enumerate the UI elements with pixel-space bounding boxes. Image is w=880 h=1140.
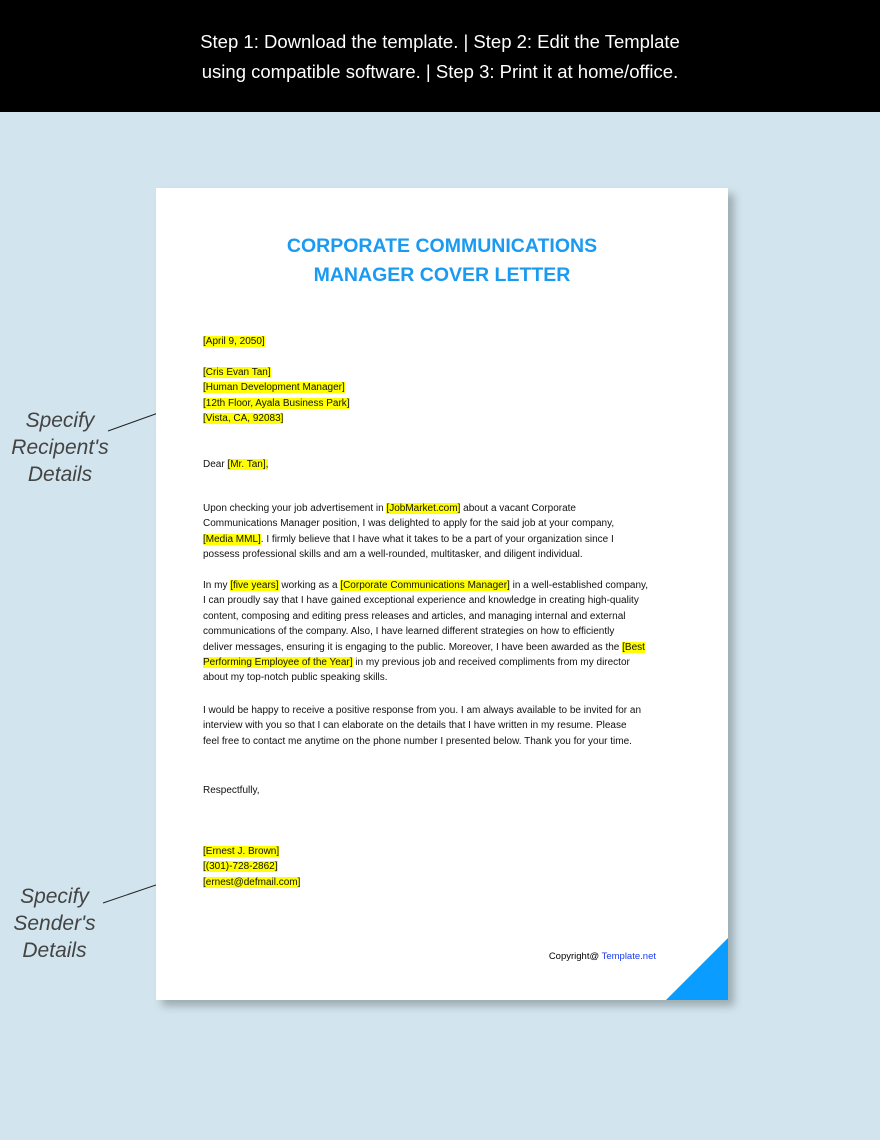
annotation-text: Details: [27, 463, 93, 486]
recipient-city[interactable]: [Vista, CA, 92083]: [203, 413, 284, 425]
placeholder-field[interactable]: [JobMarket.com]: [386, 503, 461, 514]
body-text: in a well-established company,: [509, 580, 649, 591]
annotation-text: Specify: [20, 885, 89, 908]
paragraph-line: [203, 640, 648, 655]
body-text: Communications Manager position, I was delighted to apply for the said job at your company,: [203, 518, 615, 530]
body-text: about my top-notch public speaking skills.: [203, 672, 388, 684]
copyright: [549, 951, 656, 962]
annotation-text: Sender's: [13, 912, 96, 935]
greeting-text: Dear: [203, 459, 228, 470]
body-text: In my: [203, 580, 231, 591]
template-net-link[interactable]: Template.net: [601, 951, 656, 962]
paragraph: [203, 703, 641, 749]
placeholder-field[interactable]: Performing Employee of the Year]: [203, 656, 353, 668]
body-text: I can proudly say that I have gained exceptional experience and knowledge in creating high-quality: [203, 595, 639, 607]
annotation-text: Details: [22, 939, 87, 962]
cover-letter-page: [156, 188, 728, 1000]
date-field[interactable]: [April 9, 2050]: [203, 336, 265, 347]
banner-line-2: using compatible software. | Step 3: Print it at home/office.: [201, 61, 679, 82]
body-text: working as a: [278, 580, 341, 591]
body-text: Upon checking your job advertisement in: [203, 503, 387, 514]
title-line: MANAGER COVER LETTER: [313, 264, 571, 286]
paragraph-line: [203, 578, 648, 593]
paragraph: [203, 578, 648, 686]
annotation-text: Specify: [25, 409, 95, 432]
body-text: content, composing and editing press releases and articles, and managing internal and external: [203, 610, 626, 622]
paragraph-line: [203, 655, 648, 670]
body-text: interview with you so that I can elaborate on the details that I have written in my resume. Please: [203, 720, 627, 732]
recipient-address[interactable]: [12th Floor, Ayala Business Park]: [203, 397, 350, 409]
annotation-text: Recipent's: [11, 436, 109, 459]
sender-annotation: [2, 883, 107, 964]
corner-triangle-decoration: [666, 938, 728, 1000]
sender-name[interactable]: [Ernest J. Brown]: [203, 846, 280, 857]
body-text: I would be happy to receive a positive response from you. I am always available to be invited for an: [203, 705, 642, 716]
body-text: communications of the company. Also, I have learned different strategies on how to efficiently: [203, 626, 615, 638]
paragraph-line: [203, 501, 614, 516]
body-text: about a vacant Corporate: [460, 503, 576, 514]
paragraph: [203, 501, 614, 563]
body-text: . I firmly believe that I have what it takes to be a part of your organization since I: [260, 533, 614, 545]
placeholder-field[interactable]: [Corporate Communications Manager]: [340, 580, 510, 591]
title-line: CORPORATE COMMUNICATIONS: [286, 235, 598, 257]
paragraph-line: [203, 718, 641, 733]
placeholder-field[interactable]: [Best: [622, 641, 645, 653]
paragraph-line: [203, 532, 614, 547]
document-title: [156, 232, 728, 290]
paragraph-line: [203, 703, 641, 718]
body-text: deliver messages, ensuring it is engaging to the public. Moreover, I have been awarded as the: [203, 641, 623, 653]
recipient-name[interactable]: [Cris Evan Tan]: [203, 367, 271, 378]
paragraph-line: [203, 593, 648, 608]
sender-email[interactable]: [ernest@defmail.com]: [203, 876, 301, 888]
paragraph-line: [203, 609, 648, 624]
recipient-annotation: [5, 407, 115, 488]
body-text: possess professional skills and am a well-rounded, multitasker, and diligent individual.: [203, 549, 583, 561]
placeholder-field[interactable]: [five years]: [230, 580, 279, 591]
paragraph-line: [203, 547, 614, 562]
paragraph-line: [203, 670, 648, 685]
recipient-block: [203, 365, 350, 427]
sender-block: [203, 844, 300, 890]
body-text: feel free to contact me anytime on the phone number I presented below. Thank you for your time.: [203, 735, 632, 747]
closing: Respectfully,: [203, 785, 260, 796]
banner-line-1: Step 1: Download the template. | Step 2: Edit the Template: [200, 31, 680, 52]
greeting: [203, 457, 268, 472]
placeholder-field[interactable]: [Media MML]: [203, 533, 261, 545]
paragraph-line: [203, 516, 614, 531]
recipient-title[interactable]: [Human Development Manager]: [203, 382, 345, 394]
body-text: in my previous job and received compliments from my director: [352, 656, 630, 668]
paragraph-line: [203, 624, 648, 639]
paragraph-line: [203, 734, 641, 749]
sender-phone[interactable]: [(301)-728-2862]: [203, 861, 278, 873]
copyright-text: Copyright@: [548, 951, 602, 962]
greeting-name[interactable]: [Mr. Tan],: [227, 459, 269, 470]
